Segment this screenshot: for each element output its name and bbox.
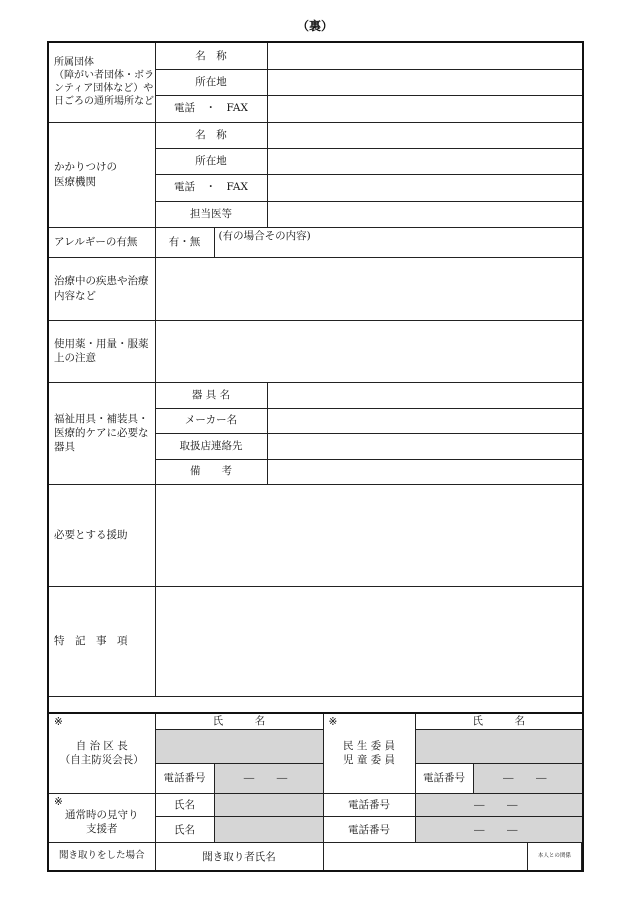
medical-name-label: 名 称: [155, 122, 267, 148]
notes-label: 特 記 事 項: [48, 586, 155, 696]
page-title: （裏）: [296, 19, 333, 33]
affiliation-address-label: 所在地: [155, 69, 267, 95]
medicine-label: 使用薬・用量・服薬上の注意: [48, 320, 155, 382]
affiliation-label: 所属団体 （障がい者団体・ボランティア団体など）や日ごろの通所場所など: [48, 42, 155, 122]
equipment-dealer-label: 取扱店連絡先: [155, 433, 267, 459]
commissioner-name-field[interactable]: [415, 730, 583, 764]
disease-field[interactable]: [155, 257, 583, 320]
affiliation-name-label: 名 称: [155, 42, 267, 69]
interviewer-name-label: 聞き取り者氏名: [155, 843, 323, 871]
support-field[interactable]: [155, 484, 583, 586]
equipment-maker-field[interactable]: [267, 408, 583, 433]
affiliation-address-field[interactable]: [267, 69, 583, 95]
chief-phone-label: 電話番号: [155, 764, 214, 793]
watch-phone-label-1: 電話番号: [323, 793, 415, 817]
medical-address-label: 所在地: [155, 148, 267, 174]
contacts-table: [47, 712, 584, 872]
equipment-dealer-field[interactable]: [267, 433, 583, 459]
medical-address-field[interactable]: [267, 148, 583, 174]
commissioner-label: 民 生 委 員 児 童 委 員: [342, 740, 395, 767]
medicine-field[interactable]: [155, 320, 583, 382]
watch-name-field-2[interactable]: [214, 817, 323, 843]
commissioner-name-header: 氏 名: [415, 713, 583, 730]
equipment-name-label: 器 具 名: [155, 382, 267, 408]
support-label: 必要とする援助: [48, 484, 155, 586]
watch-mark: ※: [54, 795, 63, 808]
main-form-table: [47, 41, 584, 714]
relation-label: 本人との関係: [527, 843, 582, 870]
equipment-label: 福祉用具・補装具・医療的ケアに必要な器具: [48, 382, 155, 484]
medical-doctor-label: 担当医等: [155, 201, 267, 227]
commissioner-phone-field[interactable]: ― ―: [473, 764, 583, 793]
medical-phone-label: 電話 ・ FAX: [155, 174, 267, 201]
medical-doctor-field[interactable]: [267, 201, 583, 227]
equipment-remarks-field[interactable]: [267, 459, 583, 484]
commissioner-mark: ※: [328, 716, 338, 728]
watch-phone-field-2[interactable]: ― ―: [415, 817, 583, 843]
notes-field[interactable]: [155, 586, 583, 696]
medical-phone-field[interactable]: [267, 174, 583, 201]
allergy-note: (有の場合その内容): [218, 229, 311, 242]
watch-phone-label-2: 電話番号: [323, 817, 415, 843]
affiliation-phone-label: 電話 ・ FAX: [155, 95, 267, 122]
chief-name-field[interactable]: [155, 730, 323, 764]
equipment-name-field[interactable]: [267, 382, 583, 408]
watch-name-label-2: 氏名: [155, 817, 214, 843]
disease-label: 治療中の疾患や治療内容など: [48, 257, 155, 320]
commissioner-phone-label: 電話番号: [415, 764, 473, 793]
chief-phone-field[interactable]: ― ―: [214, 764, 323, 793]
watch-name-label-1: 氏名: [155, 793, 214, 817]
medical-label: かかりつけの 医療機関: [48, 122, 155, 227]
affiliation-phone-field[interactable]: [267, 95, 583, 122]
equipment-maker-label: メーカー名: [155, 408, 267, 433]
medical-name-field[interactable]: [267, 122, 583, 148]
spacer-row: [48, 696, 583, 713]
allergy-label: アレルギーの有無: [48, 227, 155, 257]
chief-label: 自 治 区 長 （自主防災会長）: [59, 740, 144, 767]
interviewer-name-field[interactable]: [324, 843, 527, 870]
watch-label: 通常時の見守り 支援者: [65, 808, 139, 835]
chief-mark: ※: [54, 716, 63, 728]
affiliation-name-field[interactable]: [267, 42, 583, 69]
equipment-remarks-label: 備 考: [155, 459, 267, 484]
watch-name-field-1[interactable]: [214, 793, 323, 817]
allergy-choice[interactable]: 有・無: [156, 228, 215, 257]
watch-phone-field-1[interactable]: ― ―: [415, 793, 583, 817]
interview-label: 聞き取りをした場合: [48, 843, 155, 871]
chief-name-header: 氏 名: [155, 713, 323, 730]
